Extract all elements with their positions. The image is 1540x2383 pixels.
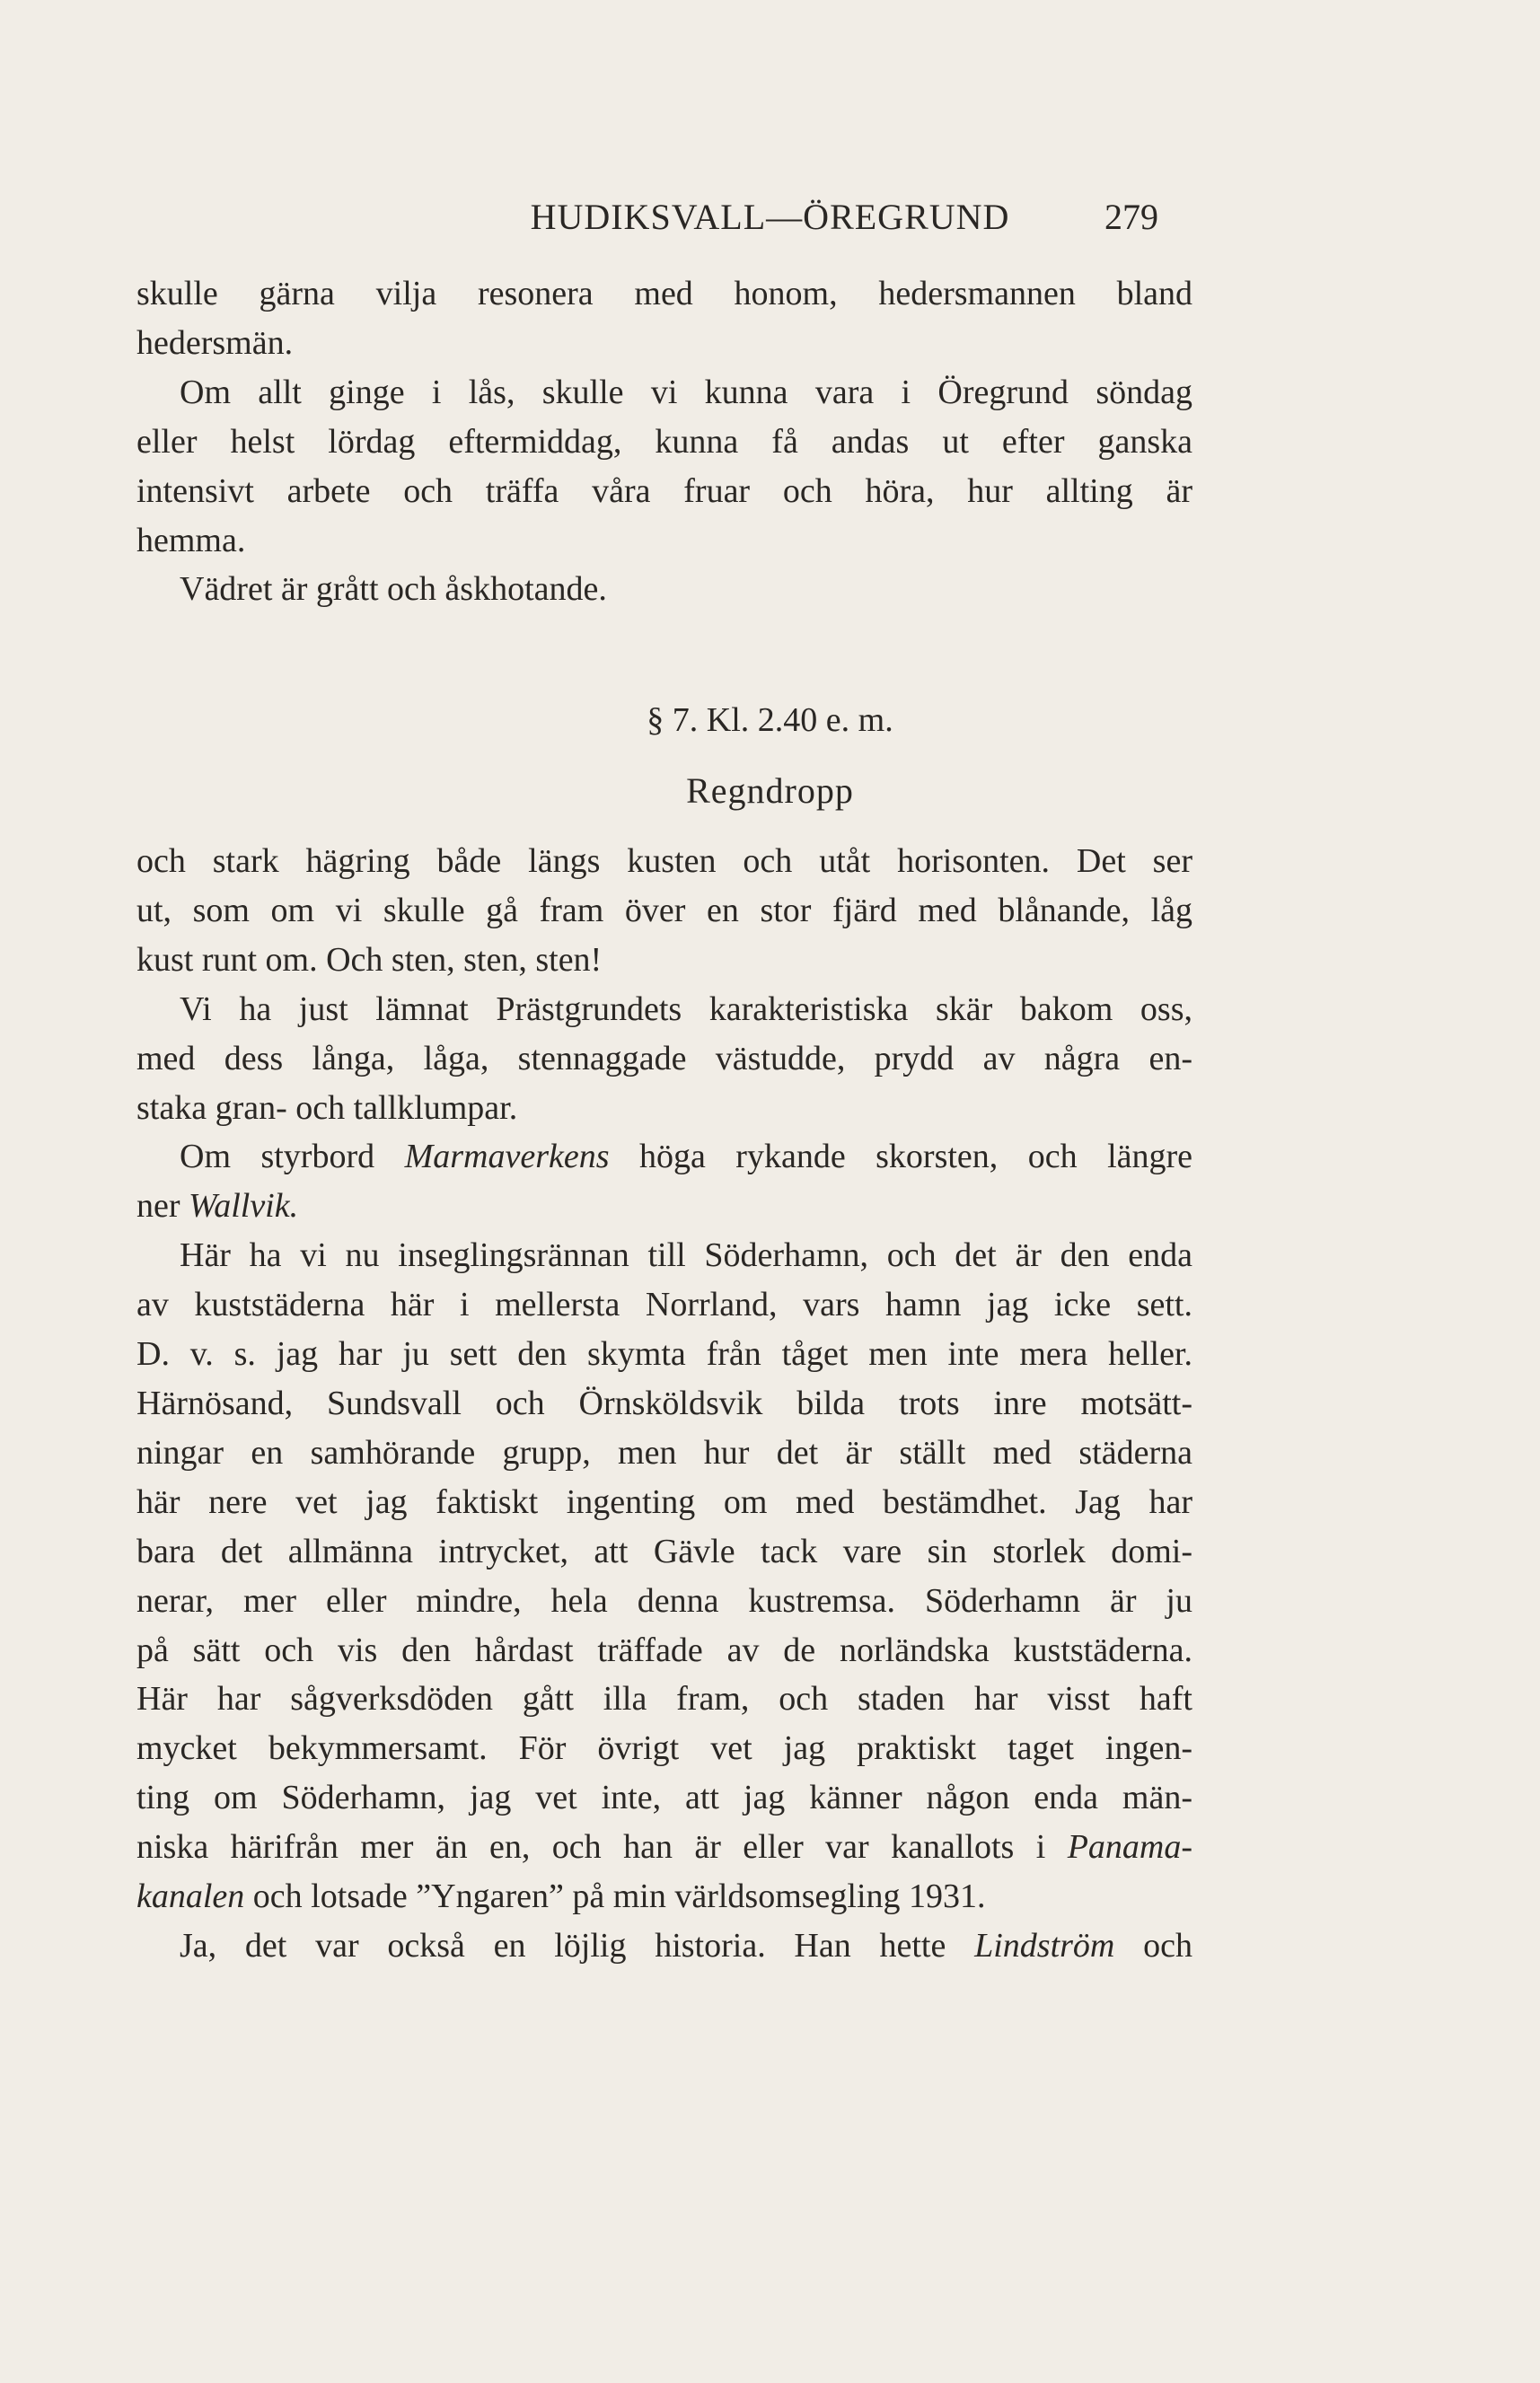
text-line: eller helst lördag eftermiddag, kunna få andas ut efter ganska — [136, 422, 1192, 461]
running-head: HUDIKSVALL—ÖREGRUND — [530, 197, 1010, 237]
text-line: på sätt och vis den hårdast träffade av de norländska kuststäderna. — [136, 1631, 1192, 1669]
text-line: med dess långa, låga, stennaggade västudde, prydd av några en- — [136, 1039, 1192, 1077]
italic-run: Lindström — [974, 1926, 1115, 1965]
text-run: ner — [136, 1187, 189, 1226]
text-line: här nere vet jag faktiskt ingenting om med bestämdhet. Jag har — [136, 1482, 1192, 1521]
italic-run: Panama- — [1067, 1828, 1192, 1867]
text-line — [136, 1182, 1192, 1231]
text-line — [136, 1132, 1192, 1182]
italic-run: Marmaverkens — [404, 1138, 610, 1176]
text-run: höga rykande skorsten, och längre — [609, 1138, 1193, 1176]
section-heading: § 7. Kl. 2.40 e. m. — [647, 701, 893, 739]
text-line: Vädret är grått och åskhotande. — [180, 570, 607, 609]
text-line: staka gran- och tallklumpar. — [136, 1088, 518, 1127]
text-line: skulle gärna vilja resonera med honom, hedersmannen bland — [136, 275, 1192, 312]
main-text-block — [136, 837, 1192, 1971]
text-run: Om styrbord — [180, 1138, 405, 1176]
italic-run: kanalen — [136, 1877, 245, 1916]
text-run: och — [1114, 1926, 1192, 1965]
text-line: Vi ha just lämnat Prästgrundets karakteristiska skär bakom oss, — [180, 989, 1192, 1028]
text-run: Ja, det var också en löjlig historia. Han hette — [180, 1926, 975, 1965]
text-line: Här har sågverksdöden gått illa fram, och staden har visst haft — [136, 1680, 1192, 1719]
page-header — [0, 196, 1540, 250]
text-line: ningar en samhörande grupp, men hur det är ställt med städerna — [136, 1433, 1192, 1472]
section-title: Regndropp — [686, 770, 854, 811]
text-line: Här ha vi nu inseglingsrännan till Söderhamn, och det är den enda — [180, 1236, 1192, 1275]
text-line — [136, 1872, 1192, 1921]
text-line: mycket bekymmersamt. För övrigt vet jag praktiskt taget ingen- — [136, 1729, 1192, 1768]
text-line: Om allt ginge i lås, skulle vi kunna vara i Öregrund söndag — [180, 373, 1192, 411]
text-line: Härnösand, Sundsvall och Örnsköldsvik bilda trots inre motsätt- — [136, 1384, 1192, 1422]
text-line: ting om Söderhamn, jag vet inte, att jag känner någon enda män- — [136, 1779, 1192, 1817]
text-line: hedersmän. — [136, 323, 294, 362]
text-line: av kuststäderna här i mellersta Norrland, vars hamn jag icke sett. — [136, 1286, 1192, 1324]
text-run: och lotsade ”Yngaren” på min världsomsegling 1931. — [244, 1877, 986, 1916]
text-line: bara det allmänna intrycket, att Gävle tack vare sin storlek domi- — [136, 1532, 1192, 1570]
page-number: 279 — [1104, 197, 1158, 237]
text-run: niska härifrån mer än en, och han är eller var kanallots i — [136, 1828, 1068, 1867]
text-line — [136, 1921, 1192, 1971]
top-text-block — [136, 269, 1192, 614]
text-line: ut, som om vi skulle gå fram över en stor fjärd med blånande, låg — [136, 891, 1192, 929]
italic-run: Wallvik. — [189, 1187, 299, 1226]
text-line: och stark hägring både längs kusten och utåt horisonten. Det ser — [136, 842, 1192, 880]
text-line: kust runt om. Och sten, sten, sten! — [136, 940, 603, 979]
text-line — [136, 1823, 1192, 1872]
text-line: D. v. s. jag har ju sett den skymta från tåget men inte mera heller. — [136, 1335, 1192, 1374]
text-line: nerar, mer eller mindre, hela denna kustremsa. Söderhamn är ju — [136, 1581, 1192, 1620]
text-line: hemma. — [136, 521, 246, 559]
text-line: intensivt arbete och träffa våra fruar och höra, hur allting är — [136, 471, 1192, 510]
